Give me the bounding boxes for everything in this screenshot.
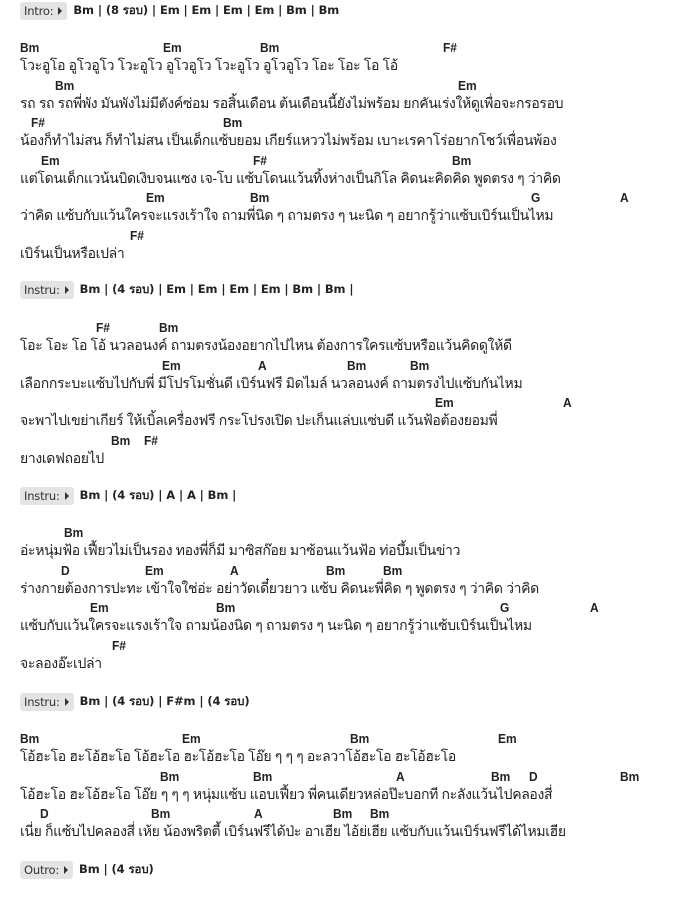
- chord-line: [20, 190, 680, 206]
- chord[interactable]: A: [230, 562, 239, 578]
- lyric-line: แต่โดนเด็กแวน้นบิดเงิบจนแซง เจ-โบ แซ้บโดนแว้นทิ้งห่างเป็นกิโล คิดนะคิดคิด พูดตรง ๆ ว่าคิด: [20, 169, 561, 186]
- chord-line: [20, 731, 680, 747]
- lyric-line: โอ้ฮะโอ ฮะโอ้ฮะโอ โอ้ฮะโอ ฮะโอ้ฮะโอ โอ๊ย ๆ ๆ ๆ อะลวาโอ้ฮะโอ ฮะโอ้ฮะโอ: [20, 748, 456, 764]
- intro-label-button[interactable]: [20, 2, 67, 20]
- lyric-line: รถ รถ รถพี่พัง มันพังไม่มีตังค์ซ่อม รอสิ้นเดือน ต้นเดือนนี้ยังไม่พร้อม ยกคันเร่งให้ดูเพื่อจะกรอรอบ: [20, 94, 564, 111]
- chord[interactable]: Bm: [250, 190, 270, 205]
- chord[interactable]: Em: [435, 395, 454, 410]
- chord-line: [20, 563, 680, 579]
- chord[interactable]: Em: [182, 731, 201, 746]
- chord-line: [20, 769, 680, 785]
- chord[interactable]: Bm: [347, 357, 367, 373]
- chord-line: [20, 40, 680, 56]
- chord[interactable]: Bm: [216, 600, 236, 615]
- instru-chords: Bm | (4 รอบ) | A | A | Bm |: [79, 487, 237, 502]
- chord-line: [20, 320, 680, 336]
- chord[interactable]: Bm: [260, 40, 280, 55]
- instru-chords: Bm | (4 รอบ) | F#m | (4 รอบ): [79, 693, 250, 708]
- chord[interactable]: A: [396, 768, 405, 784]
- chord[interactable]: Bm: [151, 806, 171, 821]
- chord[interactable]: D: [61, 562, 70, 578]
- play-triangle-icon: [65, 492, 69, 500]
- chord[interactable]: F#: [443, 40, 457, 55]
- intro-section: [20, 1, 339, 20]
- chord[interactable]: F#: [253, 152, 267, 168]
- chord[interactable]: Em: [145, 562, 164, 578]
- chord-line: [20, 525, 680, 541]
- lyric-line: แซ้บกับแว้นใครจะแรงเร้าใจ ถามน้องนิด ๆ ถามตรง ๆ นะนิด ๆ อยากรู้ว่าแซ้บเบิร์นเป็นไหม: [20, 617, 532, 633]
- chord[interactable]: Em: [498, 731, 517, 746]
- chord[interactable]: Bm: [410, 357, 430, 373]
- chord[interactable]: D: [529, 768, 538, 784]
- chord[interactable]: F#: [130, 227, 144, 243]
- chord[interactable]: Bm: [491, 768, 511, 784]
- lyric-line: อ่ะหนุ่มฟ้อ เฟี้ยวไม่เป็นรอง ทองพี่ก็มี มาซิสก๊อย มาซ้อนแว้นฟ้อ ท่อบึ้มเป็นข่าว: [20, 542, 461, 558]
- chord[interactable]: Bm: [159, 320, 179, 335]
- chord-line: [20, 78, 680, 94]
- lyric-line: เนี่ย ก็แซ้บไปคลองสี่ เห้ย น้องพริตตี้ เบิร์นฟรีได้ป่ะ อาเฮีย ไอ้ย่เฮีย แซ้บกับแว้นเบิร์นฟรีได้ไหมเฮีย: [20, 823, 566, 839]
- chord-line: [20, 228, 680, 244]
- chord[interactable]: Bm: [383, 562, 403, 578]
- lyric-line: ร่างกายต้องการปะทะ เข้าใจใช่อ่ะ อย่าวัดเดี๋ยวยาว แซ้บ คิดนะพี่คิด ๆ พูดตรง ๆ ว่าคิด ว่าคิด: [20, 579, 539, 596]
- play-triangle-icon: [58, 7, 62, 15]
- chord[interactable]: F#: [96, 320, 110, 335]
- lyric-line: โวะอูโอ อูโวอูโว โวะอูโว อูโวอูโว โวะอูโว อูโวอูโว โอะ โอะ โอ โอ้: [20, 57, 398, 73]
- chord[interactable]: F#: [112, 637, 126, 653]
- play-triangle-icon: [64, 866, 68, 874]
- chord[interactable]: Bm: [333, 806, 353, 821]
- instru-label: Instru:: [24, 282, 60, 297]
- lyric-line: ยางเดฟถอยไป: [20, 449, 104, 466]
- instru-label-button[interactable]: [20, 693, 74, 711]
- lyric-line: เลือกกระบะแซ้บไปกับพี่ มีโปรโมชั่นดี เบิร์นฟรี มิดไมล์ นวลอนงค์ ถามตรงไปแซ้บกันไหม: [20, 374, 523, 391]
- chord[interactable]: Em: [458, 77, 477, 93]
- lyric-line: โอ้ฮะโอ ฮะโอ้ฮะโอ โอ๊ย ๆ ๆ ๆ หนุ่มแซ้บ แอบเฟี้ยว พี่คนเดียวหล่อป๊ะบอกที กะลังแว้นไปคลองสี่: [20, 785, 553, 802]
- chord[interactable]: Bm: [64, 525, 84, 540]
- chord[interactable]: Bm: [370, 806, 390, 821]
- intro-chords: Bm | (8 รอบ) | Em | Em | Em | Em | Bm | Bm: [73, 2, 340, 17]
- lyric-line: จะพาไปเขย่าเกียร์ ให้เบิ้ลเครื่องฟรี กระโปรงเปิด ปะเก็นแล่บแซ่บดี แว้นฟ้อต้องยอมพี่: [20, 412, 498, 428]
- play-triangle-icon: [65, 698, 69, 706]
- lyric-line: โอะ โอะ โอ โอ้ นวลอนงค์ ถามตรงน้องอยากไปไหน ต้องการใครแซ้บหรือแว้นคิดดูให้ดี: [20, 337, 512, 353]
- chord[interactable]: Bm: [160, 768, 180, 784]
- lyric-line: ว่าคิด แซ้บกับแว้นใครจะแรงเร้าใจ ถามพี่นิด ๆ ถามตรง ๆ นะนิด ๆ อยากรู้ว่าแซ้บเบิร์นเป็นไหม: [20, 207, 554, 223]
- chord-line: [20, 395, 680, 411]
- instru-section-3: [20, 692, 250, 711]
- chord[interactable]: G: [531, 190, 541, 205]
- chord[interactable]: A: [258, 357, 267, 373]
- chord[interactable]: Bm: [253, 768, 273, 784]
- chord[interactable]: Bm: [452, 152, 472, 168]
- chord[interactable]: Bm: [20, 731, 40, 746]
- chord[interactable]: F#: [144, 432, 158, 448]
- chord[interactable]: A: [563, 395, 572, 410]
- outro-label: Outro:: [24, 862, 60, 877]
- chord[interactable]: Em: [90, 600, 109, 615]
- instru-chords: Bm | (4 รอบ) | Em | Em | Em | Em | Bm | Bm |: [79, 281, 354, 296]
- chord-line: [20, 806, 680, 822]
- chord-line: [20, 600, 680, 616]
- intro-label: Intro:: [24, 3, 54, 18]
- chord[interactable]: G: [500, 600, 510, 615]
- lyric-line: น้องก็ทำไม่สน ก็ทำไม่สน เป็นเด็กแซ้บยอม เกียร์แหววไม่พร้อม เบาะเรคาโร่อยากโชว์เพื่อนพ้อง: [20, 132, 557, 148]
- lyric-line: เบิร์นเป็นหรือเปล่า: [20, 244, 125, 261]
- chord[interactable]: Em: [146, 190, 165, 205]
- instru-section-1: [20, 280, 353, 299]
- instru-section-2: [20, 486, 236, 505]
- chord[interactable]: Bm: [223, 115, 243, 130]
- chord[interactable]: Bm: [20, 40, 40, 55]
- chord[interactable]: Bm: [111, 432, 131, 448]
- chord[interactable]: Em: [41, 152, 60, 168]
- chord[interactable]: A: [620, 190, 629, 205]
- chord[interactable]: Bm: [350, 731, 370, 746]
- chord[interactable]: Bm: [55, 77, 75, 93]
- instru-label-button[interactable]: [20, 281, 74, 299]
- chord-line: [20, 358, 680, 374]
- chord-line: [20, 433, 680, 449]
- chord-line: [20, 153, 680, 169]
- chord[interactable]: A: [590, 600, 599, 615]
- outro-chords: Bm | (4 รอบ): [79, 861, 154, 876]
- chord[interactable]: F#: [31, 115, 45, 130]
- instru-label-button[interactable]: [20, 487, 74, 505]
- chord[interactable]: D: [40, 806, 49, 821]
- chord-line: [20, 115, 680, 131]
- chord[interactable]: Em: [163, 40, 182, 55]
- chord[interactable]: A: [254, 806, 263, 821]
- chord[interactable]: Bm: [620, 768, 640, 784]
- chord-line: [20, 638, 680, 654]
- lyric-line: จะลองอ๊ะเปล่า: [20, 654, 102, 671]
- chord[interactable]: Bm: [326, 562, 346, 578]
- outro-label-button[interactable]: [20, 861, 73, 879]
- outro-section: [20, 860, 154, 879]
- instru-label: Instru:: [24, 694, 60, 709]
- instru-label: Instru:: [24, 488, 60, 503]
- chord[interactable]: Em: [162, 357, 181, 373]
- play-triangle-icon: [65, 286, 69, 294]
